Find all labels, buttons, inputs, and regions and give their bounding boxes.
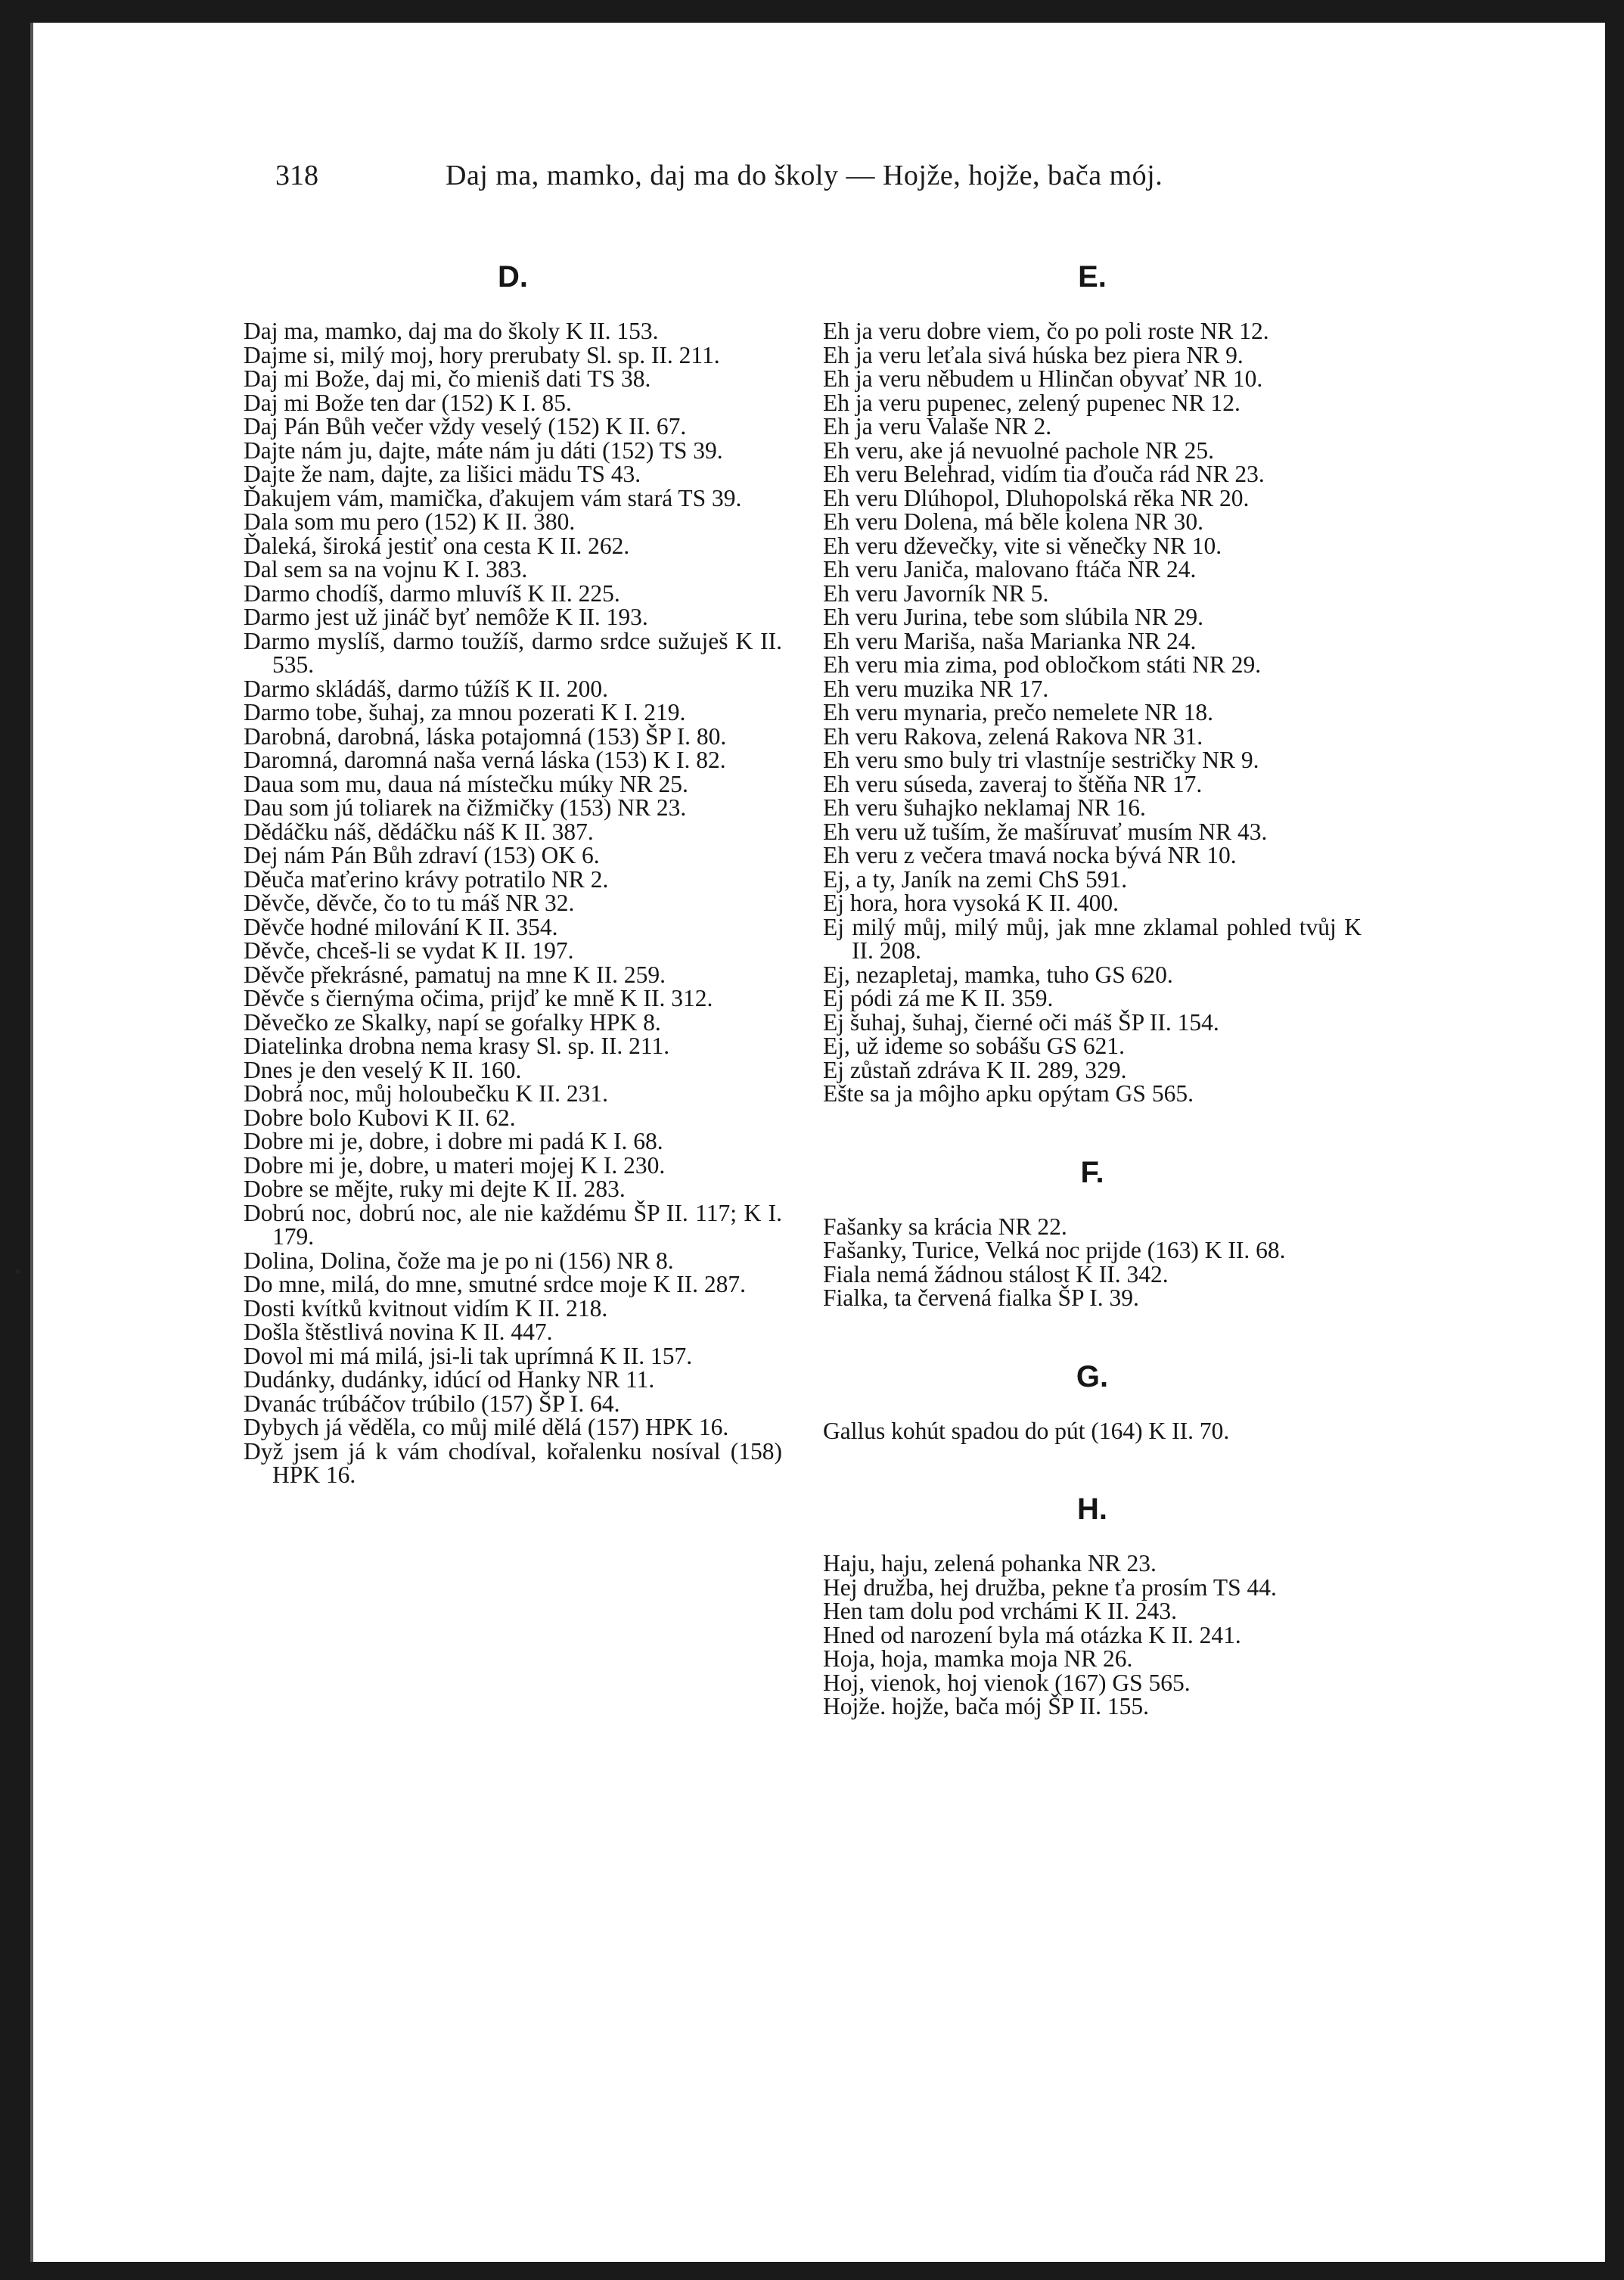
index-entry: Daj ma, mamko, daj ma do školy K II. 153. (244, 318, 659, 344)
index-entry: Eh veru šuhajko neklamaj NR 16. (823, 794, 1146, 821)
index-entry: Daj Pán Bůh večer vždy veselý (152) K II. 67. (244, 413, 687, 440)
index-entry: Dobrá noc, můj holoubečku K II. 231. (244, 1080, 609, 1107)
index-entry: Děuča maťerino krávy potratilo NR 2. (244, 865, 609, 893)
index-entry: Ďakujem vám, mamička, ďakujem vám stará TS 39. (244, 484, 742, 511)
index-entry: Děvče, chceš-li se vydat K II. 197. (244, 937, 574, 964)
index-entry: Dej nám Pán Bůh zdraví (153) OK 6. (244, 842, 600, 868)
index-entry: Eh veru muzika NR 17. (823, 675, 1049, 702)
index-entry: Hoja, hoja, mamka moja NR 26. (823, 1645, 1133, 1672)
index-entry: Eh veru Belehrad, vidím tia ďouča rád NR 23. (823, 461, 1265, 487)
index-entry: Diatelinka drobna nema krasy Sl. sp. II. 211. (244, 1033, 670, 1059)
index-entry: Eh ja veru dobre viem, čo po poli roste NR 12. (823, 318, 1269, 344)
index-entry: Fiala nemá žádnou stálost K II. 342. (823, 1260, 1169, 1288)
index-entry: Eh ja veru Valaše NR 2. (823, 413, 1052, 440)
index-entry: Dal sem sa na vojnu K I. 383. (244, 556, 528, 582)
index-entry: Děvče překrásné, pamatuj na mne K II. 259. (244, 961, 666, 988)
index-entry: Darmo chodíš, darmo mluvíš K II. 225. (244, 579, 620, 607)
page-number: 318 (275, 160, 318, 191)
index-entry: Děvče, děvče, čo to tu máš NR 32. (244, 890, 575, 916)
index-entry: Ej, nezapletaj, mamka, tuho GS 620. (823, 961, 1173, 988)
index-entry: Eh veru Janiča, malovano ftáča NR 24. (823, 556, 1197, 582)
index-entry: Fialka, ta červená fialka ŠP I. 39. (823, 1284, 1139, 1311)
index-entry: Daj mi Bože, daj mi, čo mieniš dati TS 38. (244, 365, 651, 392)
index-entry: Děvče s čiernýma očima, prijď ke mně K II. 312. (244, 985, 713, 1011)
index-entry: Eh veru Rakova, zelená Rakova NR 31. (823, 722, 1203, 750)
index-entry: Eh veru mynaria, prečo nemelete NR 18. (823, 699, 1214, 725)
section-letter: E. (1078, 260, 1107, 294)
index-entry: Ej šuhaj, šuhaj, čierné oči máš ŠP II. 154. (823, 1008, 1219, 1036)
index-entry: Darmo skládáš, darmo túžíš K II. 200. (244, 675, 609, 702)
index-entry: Ej milý můj, milý můj, jak mne zklamal pohled tvůj K II. 208. (823, 913, 1362, 964)
index-entry: Dau som jú toliarek na čižmičky (153) NR 23. (244, 794, 687, 821)
index-entry: Fašanky, Turice, Velká noc prijde (163) K II. 68. (823, 1237, 1286, 1263)
index-entry: Děvče hodné milování K II. 354. (244, 913, 558, 940)
index-entry: Eh ja veru pupenec, zelený pupenec NR 12. (823, 389, 1241, 416)
index-entry: Eh veru Javorník NR 5. (823, 579, 1049, 607)
index-entry: Ej, a ty, Janík na zemi ChS 591. (823, 865, 1128, 893)
running-title: Daj ma, mamko, daj ma do školy — Hojže, hojže, bača mój. (446, 160, 1163, 191)
index-entry: Dosti kvítků kvitnout vidím K II. 218. (244, 1294, 608, 1322)
index-entry: Hen tam dolu pod vrchámi K II. 243. (823, 1598, 1178, 1624)
index-entry: Do mne, milá, do mne, smutné srdce moje K II. 287. (244, 1271, 746, 1297)
index-entry: Dvanác trúbáčov trúbilo (157) ŠP I. 64. (244, 1390, 620, 1417)
index-entry: Eh veru súseda, zaveraj to štěňa NR 17. (823, 770, 1203, 797)
index-entry: Dobre mi je, dobre, i dobre mi padá K I. 68. (244, 1128, 663, 1154)
index-entry: Ej zůstaň zdráva K II. 289, 329. (823, 1056, 1127, 1083)
index-entry: Ďaleká, široká jestiť ona cesta K II. 262. (244, 532, 630, 559)
index-entry: Eh veru mia zima, pod obločkom státi NR 29. (823, 651, 1262, 678)
index-entry: Dajme si, milý moj, hory prerubaty Sl. sp. II. 211. (244, 341, 720, 368)
index-entry: Darmo tobe, šuhaj, za mnou pozerati K I. 219. (244, 699, 686, 725)
index-entry: Došla štěstlivá novina K II. 447. (244, 1319, 553, 1345)
index-entry: Darmo jest už jináč byť nemôže K II. 193. (244, 604, 648, 630)
index-entry: Hoj, vienok, hoj vienok (167) GS 565. (823, 1669, 1191, 1696)
index-entry: Dolina, Dolina, čože ma je po ni (156) NR 8. (244, 1247, 674, 1274)
index-entry: Eh veru z večera tmavá nocka bývá NR 10. (823, 842, 1237, 868)
index-entry: Eh ja veru leťala sivá húska bez piera NR 9. (823, 341, 1244, 368)
index-entry: Eh veru Dolena, má běle kolena NR 30. (823, 508, 1203, 535)
index-entry: Dědáčku náš, dědáčku náš K II. 387. (244, 818, 594, 845)
index-entry: Dudánky, dudánky, idúcí od Hanky NR 11. (244, 1366, 655, 1393)
index-entry: Eh veru Dlúhopol, Dluhopolská rěka NR 20. (823, 484, 1250, 511)
index-entry: Hej družba, hej družba, pekne ťa prosím TS 44. (823, 1573, 1277, 1601)
left-column (244, 250, 782, 1487)
index-entry: Darmo myslíš, darmo toužíš, darmo srdce sužuješ K II. 535. (244, 627, 782, 678)
index-entry: Daromná, daromná naša verná láska (153) K I. 82. (244, 747, 726, 773)
index-entry: Dobrú noc, dobrú noc, ale nie každému ŠP II. 117; K I. 179. (244, 1199, 782, 1250)
index-entry: Eh veru, ake já nevuolné pachole NR 25. (823, 436, 1214, 464)
section-letter: G. (1076, 1359, 1109, 1393)
index-entry: Eh veru smo buly tri vlastníje sestričky NR 9. (823, 747, 1259, 773)
index-entry: Dobre se mějte, ruky mi dejte K II. 283. (244, 1176, 626, 1202)
index-entry: Hojže. hojže, bača mój ŠP II. 155. (823, 1693, 1149, 1719)
index-entry: Eh veru Mariša, naša Marianka NR 24. (823, 627, 1197, 654)
index-entry: Eh ja veru něbudem u Hlinčan obyvať NR 10. (823, 365, 1263, 392)
index-entry: Daua som mu, daua ná místečku múky NR 25. (244, 770, 688, 797)
index-entry: Ej pódi zá me K II. 359. (823, 985, 1054, 1011)
index-entry: Daj mi Bože ten dar (152) K I. 85. (244, 389, 572, 416)
index-entry: Hned od narození byla má otázka K II. 241. (823, 1621, 1241, 1648)
index-entry: Dobre bolo Kubovi K II. 62. (244, 1104, 516, 1131)
section-letter: H. (1077, 1493, 1107, 1526)
section-letter: F. (1080, 1155, 1104, 1189)
index-entry: Haju, haju, zelená pohanka NR 23. (823, 1550, 1157, 1576)
index-entry: Dajte že nam, dajte, za lišici mädu TS 43. (244, 461, 641, 487)
index-entry: Děvečko ze Skalky, napí se goŕalky HPK 8. (244, 1008, 661, 1036)
index-entry: Dovol mi má milá, jsi-li tak uprímná K II. 157. (244, 1342, 693, 1369)
index-entry: Dobre mi je, dobre, u materi mojej K I. 230. (244, 1151, 666, 1179)
index-entry: Dajte nám ju, dajte, máte nám ju dáti (152) TS 39. (244, 436, 723, 464)
page-header (275, 144, 1607, 204)
index-entry: Gallus kohút spadou do pút (164) K II. 70. (823, 1417, 1230, 1444)
index-entry: Eh veru už tuším, že mašíruvať musím NR 43. (823, 818, 1268, 845)
index-entry: Eh veru dževečky, vite si věnečky NR 10. (823, 532, 1222, 559)
index-entry: Eh veru Jurina, tebe som slúbila NR 29. (823, 604, 1204, 630)
margin-dot (15, 1269, 20, 1274)
index-entry: Dybych já věděla, co můj milé dělá (157) HPK 16. (244, 1414, 729, 1440)
index-entry: Darobná, darobná, láska potajomná (153) ŠP I. 80. (244, 722, 727, 750)
index-entry: Dyž jsem já k vám chodíval, kořalenku nosíval (158) HPK 16. (244, 1437, 782, 1488)
index-entry: Ešte sa ja môjho apku opýtam GS 565. (823, 1080, 1194, 1107)
index-entry: Fašanky sa krácia NR 22. (823, 1213, 1067, 1240)
index-entry: Ej hora, hora vysoká K II. 400. (823, 890, 1119, 916)
index-entry: Dala som mu pero (152) K II. 380. (244, 508, 576, 535)
index-entry: Dnes je den veselý K II. 160. (244, 1056, 522, 1083)
index-entry: Ej, už ideme so sobášu GS 621. (823, 1033, 1125, 1059)
right-column (823, 250, 1362, 1719)
section-letter: D. (498, 260, 528, 294)
